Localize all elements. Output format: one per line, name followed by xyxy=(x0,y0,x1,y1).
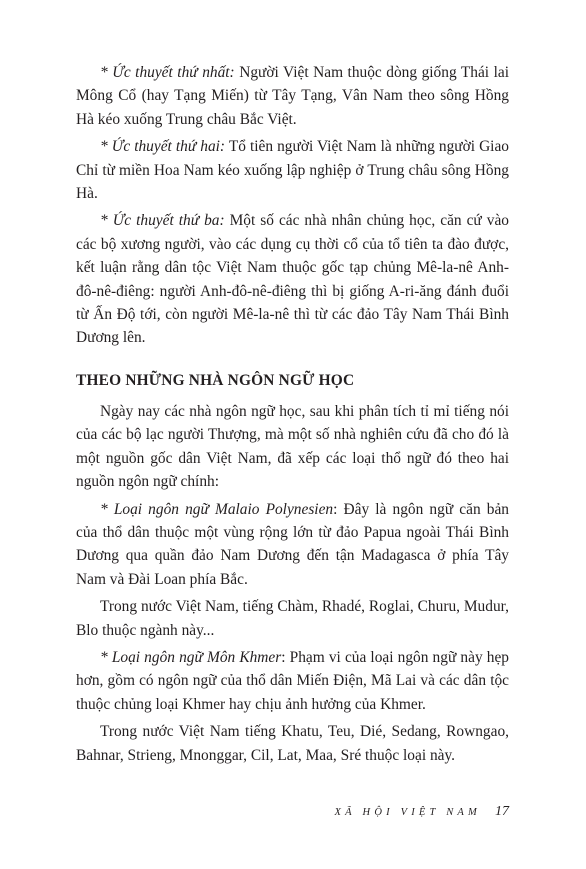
hypothesis-1-label: * Ức thuyết thứ nhất: xyxy=(100,64,235,81)
mon-khmer-vietnam-paragraph: Trong nước Việt Nam tiếng Khatu, Teu, Dié, Sedang, Rowngao, Bahnar, Strieng, Mnonggar, Cil, Lat, Maa, Sré thuộc loại này. xyxy=(76,723,509,764)
mon-khmer-label: * Loại ngôn ngữ Môn Khmer xyxy=(100,649,282,667)
hypothesis-1 xyxy=(76,61,509,131)
linguists-section xyxy=(76,400,509,771)
hypothesis-2-label: * Ức thuyết thứ hai: xyxy=(100,138,226,156)
hypothesis-2-text: Tổ tiên người Việt Nam là những người Giao Chỉ từ miền Hoa Nam kéo xuống lập nghiệp ở Trung châu sông Hồng Hà. xyxy=(76,138,509,203)
hypothesis-3-text: Một số các nhà nhân chủng học, căn cứ vào các bộ xương người, vào các dụng cụ thời cổ của tổ tiên ta đào được, kết luận rằng dân tộc Việt Nam thuộc gốc tạp chủng Mê-la-nê Anh-đô-nê-điêng: người Anh-đô-nê-điêng thì bị giống A-ri-ăng đánh đuổi từ Ấn Độ tới, còn người Mê-la-nê thì từ các đảo Tây Nam Thái Bình Dương lên. xyxy=(76,212,509,347)
page-number: 17 xyxy=(495,804,509,819)
hypothesis-1-text: Người Việt Nam thuộc dòng giống Thái lai Mông Cổ (hay Tạng Miến) từ Tây Tạng, Vân Nam theo sông Hồng Hà kéo xuống Trung châu Bắc Việt. xyxy=(76,64,509,128)
intro-paragraph: Ngày nay các nhà ngôn ngữ học, sau khi phân tích tỉ mỉ tiếng nói của các bộ lạc người Thượng, mà một số nhà nghiên cứu đã cho đó là một nguồn gốc dân Việt Nam, đã xếp các loại thổ ngữ đó theo hai nguồn ngôn ngữ chính: xyxy=(76,403,509,491)
section-heading: THEO NHỮNG NHÀ NGÔN NGỮ HỌC xyxy=(76,372,355,389)
hypothesis-3-label: * Ức thuyết thứ ba: xyxy=(100,212,225,230)
malaio-vietnam-paragraph: Trong nước Việt Nam, tiếng Chàm, Rhadé, Roglai, Churu, Mudur, Blo thuộc ngành này... xyxy=(76,598,509,639)
malaio-paragraph xyxy=(76,498,509,592)
page-footer xyxy=(334,804,509,820)
hypothesis-3 xyxy=(76,209,509,349)
hypothesis-2 xyxy=(76,135,509,205)
malaio-text: : Đây là ngôn ngữ căn bản của thổ dân thuộc một vùng rộng lớn từ đảo Papua ngoài Thái Bình Dương qua quần đảo Nam Dương đến tận Madagasca ở phía Tây Nam và Đài Loan phía Bắc. xyxy=(76,500,509,588)
mon-khmer-paragraph xyxy=(76,646,509,716)
running-head: XÃ HỘI VIỆT NAM xyxy=(334,807,481,818)
hypotheses-section xyxy=(76,61,509,350)
mon-khmer-text: : Phạm vi của loại ngôn ngữ này hẹp hơn, gồm có ngôn ngữ của thổ dân Miến Điện, Mã Lai và các dân tộc thuộc chủng loại Khmer hay chịu ảnh hưởng của Khmer. xyxy=(76,649,509,713)
malaio-label: * Loại ngôn ngữ Malaio Polynesien xyxy=(100,500,334,518)
